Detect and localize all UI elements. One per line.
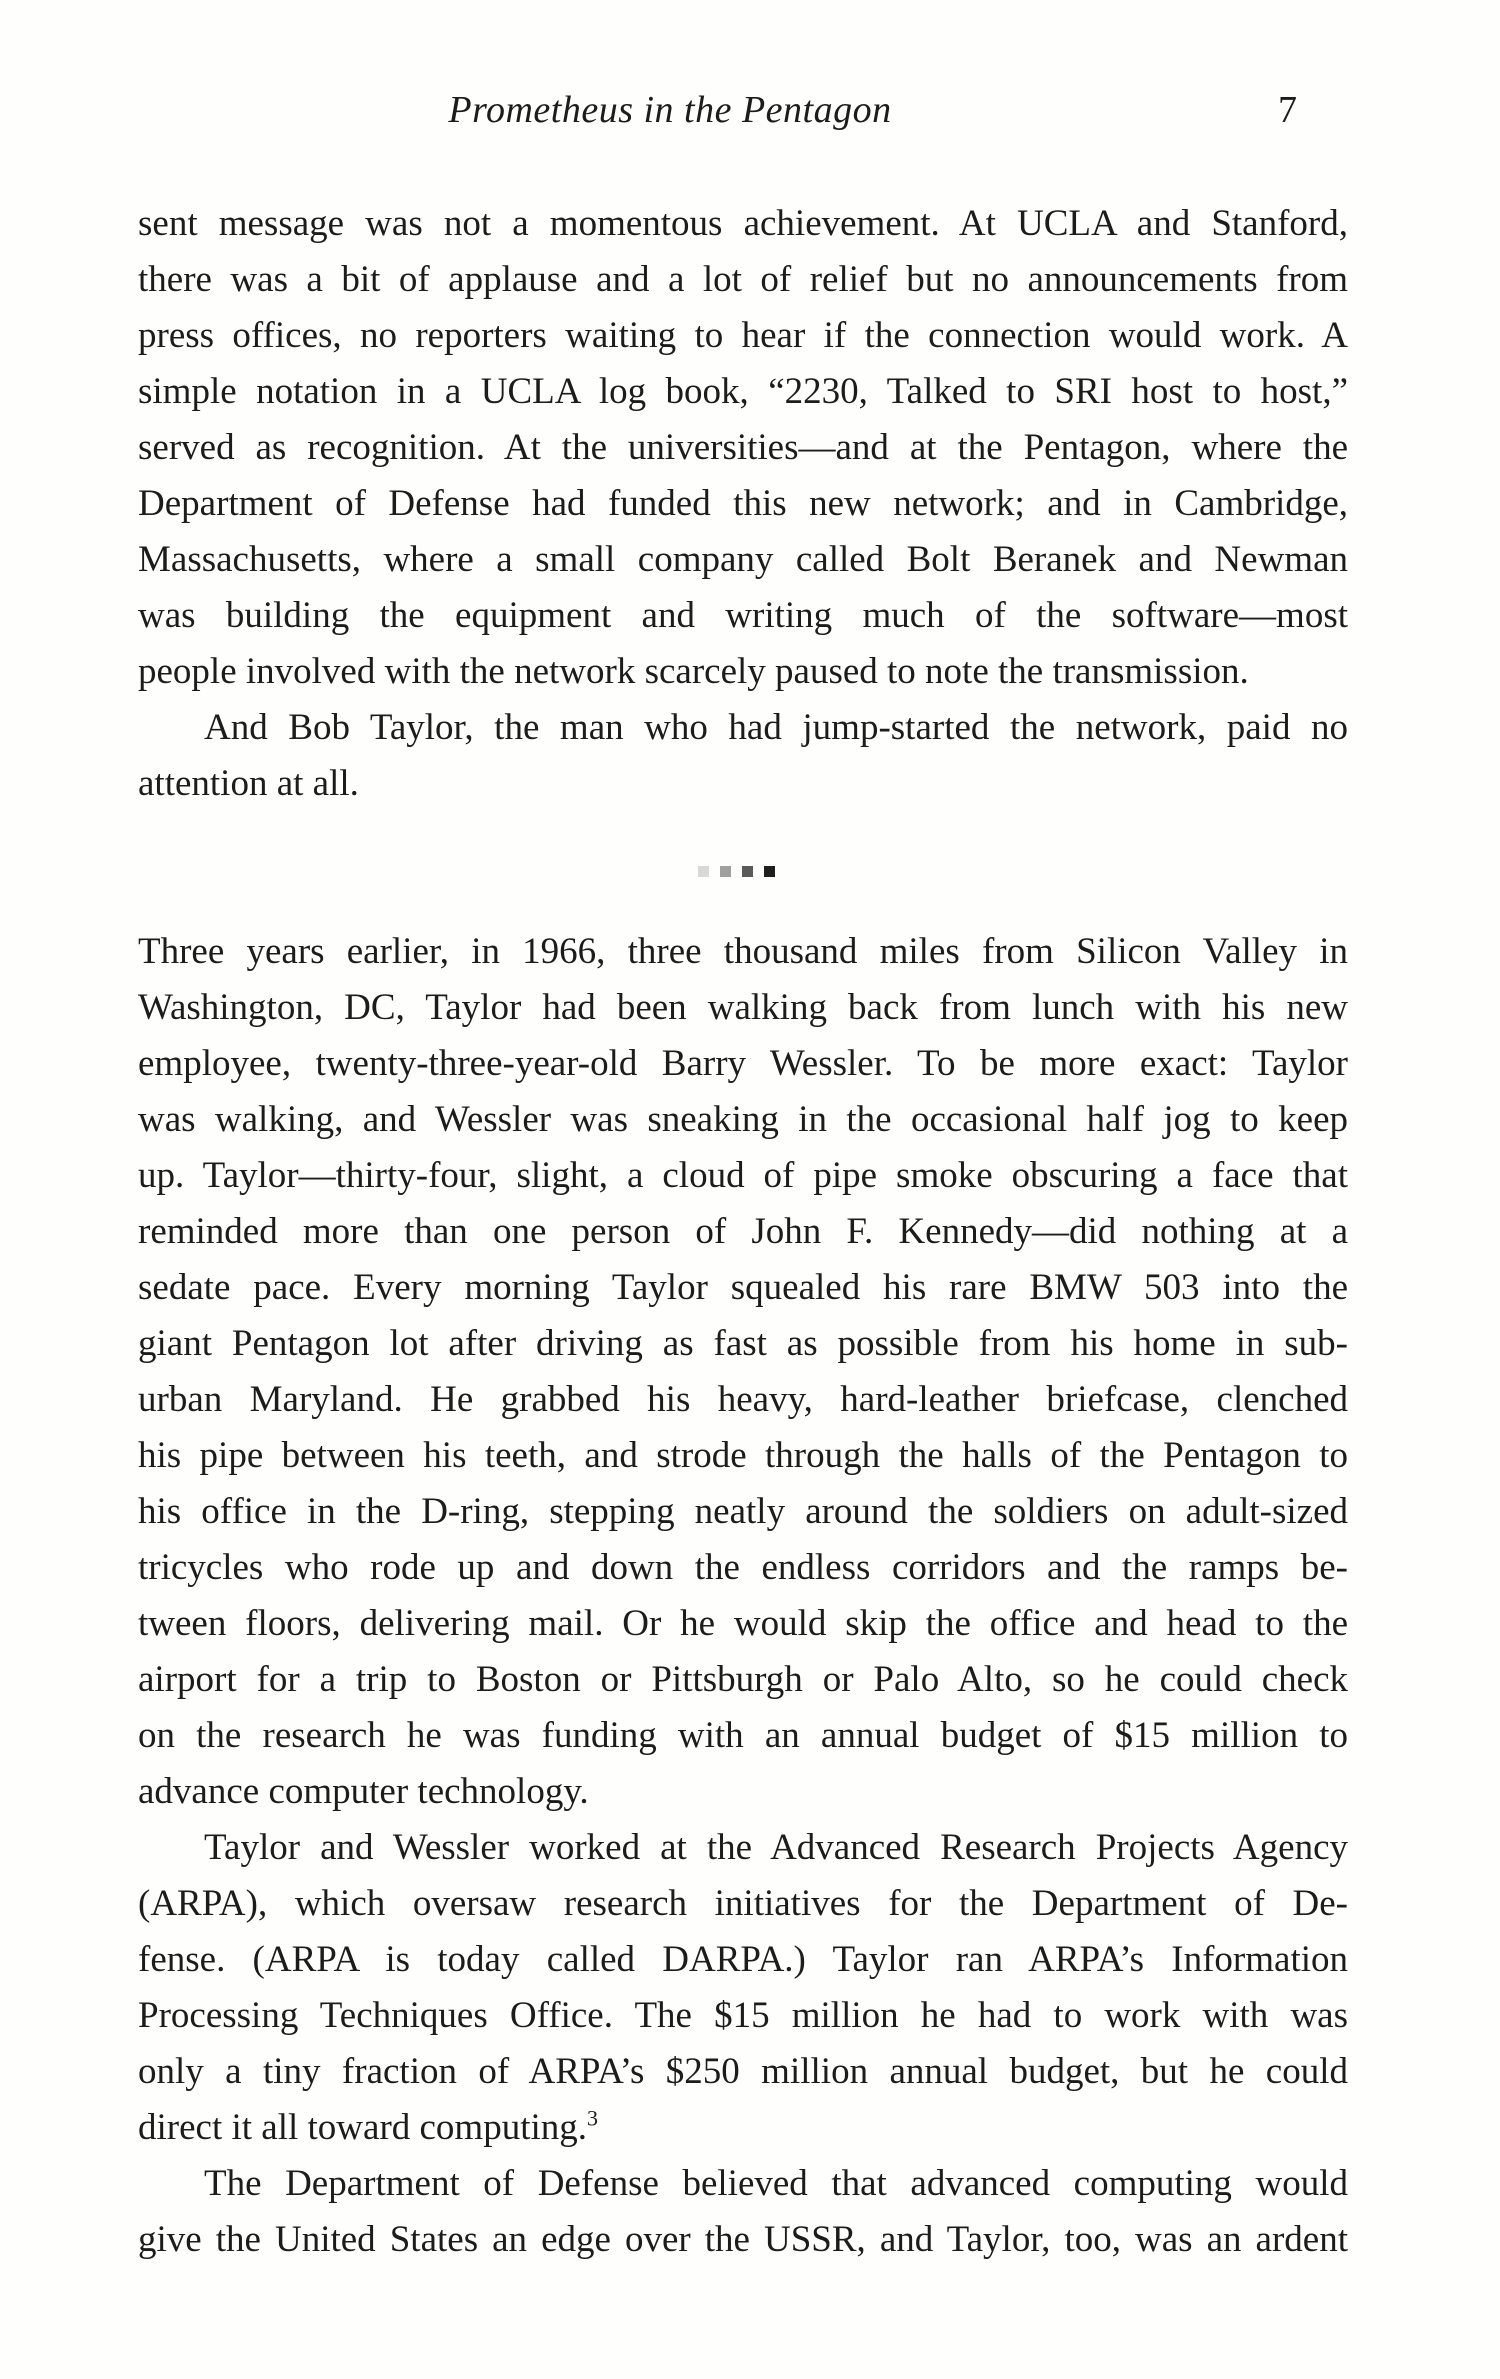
text-line: his pipe between his teeth, and strode through the halls of the Pentagon to [138,1435,1348,1476]
text-line: Processing Techniques Office. The $15 million he had to work with was [138,1995,1348,2036]
ornament-square [764,866,775,877]
running-title: Prometheus in the Pentagon [448,89,892,131]
text-line: tricycles who rode up and down the endless corridors and the ramps be- [138,1547,1348,1588]
text-line: employee, twenty-three-year-old Barry Wessler. To be more exact: Taylor [138,1043,1348,1084]
text-line: Three years earlier, in 1966, three thousand miles from Silicon Valley in [138,931,1348,972]
text-line: served as recognition. At the universities—and at the Pentagon, where the [138,427,1348,468]
text-line: simple notation in a UCLA log book, “2230, Talked to SRI host to host,” [138,371,1348,412]
running-header [0,80,1500,140]
paragraph [138,196,1348,700]
text-line: Taylor and Wessler worked at the Advanced Research Projects Agency [204,1827,1348,1868]
text-line: on the research he was funding with an annual budget of $15 million to [138,1715,1348,1756]
text-line: The Department of Defense believed that advanced computing would [204,2163,1348,2204]
text-line: tween floors, delivering mail. Or he would skip the office and head to the [138,1603,1348,1644]
text-line: attention at all. [138,763,359,804]
text-line: sedate pace. Every morning Taylor squealed his rare BMW 503 into the [138,1267,1348,1308]
ornament-square [698,866,709,877]
text-line-with-footnote [138,2100,1348,2156]
ornament-square [742,866,753,877]
footnote-reference[interactable]: 3 [587,2105,599,2131]
text-line: only a tiny fraction of ARPA’s $250 million annual budget, but he could [138,2051,1348,2092]
text-block-top [138,196,1348,812]
text-block-bottom [138,924,1348,2268]
text-line: (ARPA), which oversaw research initiatives for the Department of De- [138,1883,1348,1924]
text-line: And Bob Taylor, the man who had jump-started the network, paid no [204,707,1348,748]
text-line: sent message was not a momentous achievement. At UCLA and Stanford, [138,203,1348,244]
text-line: airport for a trip to Boston or Pittsburgh or Palo Alto, so he could check [138,1659,1348,1700]
text-line: Washington, DC, Taylor had been walking back from lunch with his new [138,987,1348,1028]
text-line: there was a bit of applause and a lot of relief but no announcements from [138,259,1348,300]
text-line: was building the equipment and writing much of the software—most [138,595,1348,636]
text-line: press offices, no reporters waiting to hear if the connection would work. A [138,315,1348,356]
paragraph [138,700,1348,812]
text-line: Massachusetts, where a small company called Bolt Beranek and Newman [138,539,1348,580]
text-line: fense. (ARPA is today called DARPA.) Taylor ran ARPA’s Information [138,1939,1348,1980]
text-line: his office in the D-ring, stepping neatly around the soldiers on adult-sized [138,1491,1348,1532]
text-line: reminded more than one person of John F. Kennedy—did nothing at a [138,1211,1348,1252]
text-line: Department of Defense had funded this new network; and in Cambridge, [138,483,1348,524]
ornament-square [720,866,731,877]
text-line: giant Pentagon lot after driving as fast as possible from his home in sub- [138,1323,1348,1364]
text-line: advance computer technology. [138,1771,589,1812]
text-line: up. Taylor—thirty-four, slight, a cloud of pipe smoke obscuring a face that [138,1155,1348,1196]
text-line: give the United States an edge over the USSR, and Taylor, too, was an ardent [138,2219,1348,2260]
text-line: urban Maryland. He grabbed his heavy, hard-leather briefcase, clenched [138,1379,1348,1420]
paragraph [138,924,1348,1820]
paragraph [138,1820,1348,2156]
paragraph [138,2156,1348,2268]
text-line: people involved with the network scarcely paused to note the transmission. [138,651,1249,692]
text-line: was walking, and Wessler was sneaking in the occasional half jog to keep [138,1099,1348,1140]
text-line: direct it all toward computing. [138,2107,588,2148]
page-number: 7 [1278,89,1297,131]
section-break-ornament [698,864,790,878]
